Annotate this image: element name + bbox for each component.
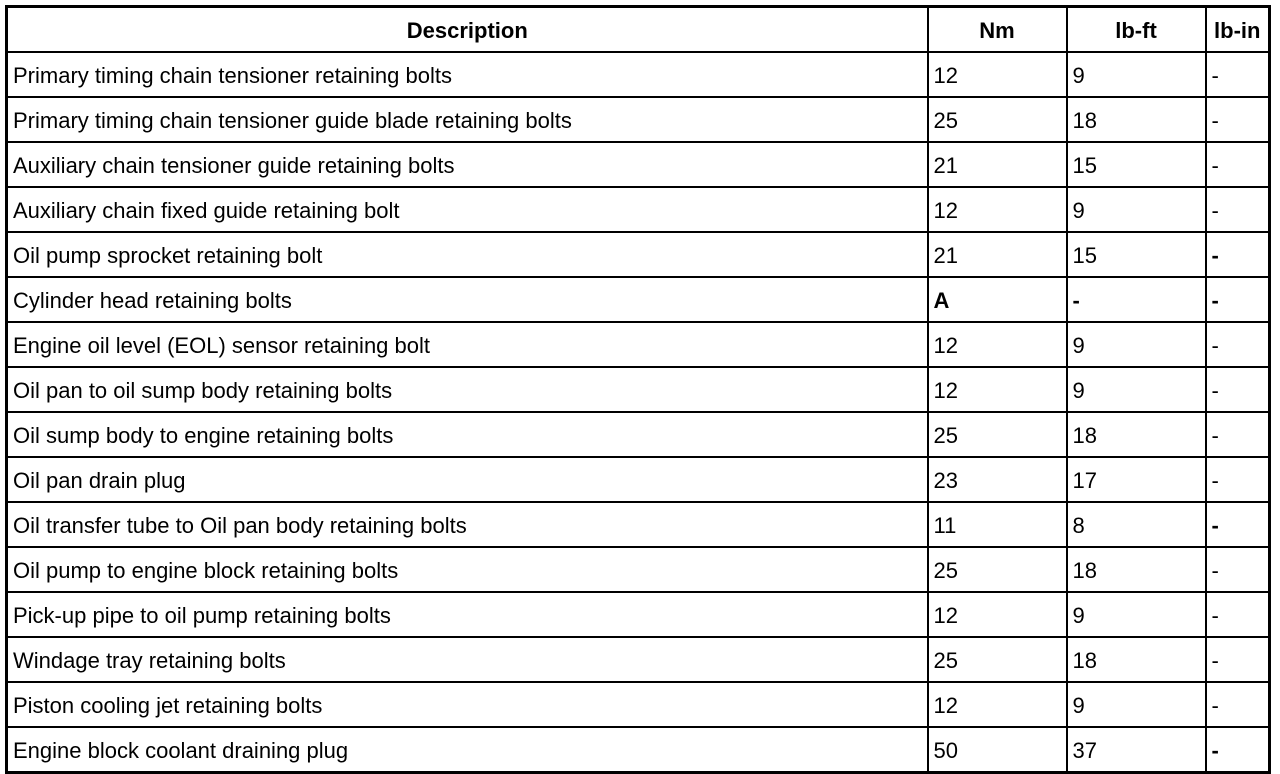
lb-ft-cell: 18 — [1067, 412, 1206, 457]
description-cell: Pick-up pipe to oil pump retaining bolts — [7, 592, 928, 637]
lb-ft-cell: 18 — [1067, 97, 1206, 142]
header-lb-ft: lb-ft — [1067, 7, 1206, 53]
description-cell: Piston cooling jet retaining bolts — [7, 682, 928, 727]
torque-specifications-table — [5, 5, 1271, 774]
lb-in-cell: - — [1206, 97, 1270, 142]
description-cell: Cylinder head retaining bolts — [7, 277, 928, 322]
description-cell: Engine oil level (EOL) sensor retaining bolt — [7, 322, 928, 367]
table-row — [7, 187, 1270, 232]
description-cell: Oil pump to engine block retaining bolts — [7, 547, 928, 592]
description-cell: Primary timing chain tensioner retaining bolts — [7, 52, 928, 97]
nm-cell: 12 — [928, 322, 1067, 367]
table-row — [7, 592, 1270, 637]
description-cell: Windage tray retaining bolts — [7, 637, 928, 682]
lb-ft-cell: 18 — [1067, 637, 1206, 682]
table-row — [7, 367, 1270, 412]
nm-cell: 23 — [928, 457, 1067, 502]
table-row — [7, 637, 1270, 682]
table-row — [7, 412, 1270, 457]
nm-cell: A — [928, 277, 1067, 322]
nm-cell: 12 — [928, 52, 1067, 97]
description-cell: Primary timing chain tensioner guide blade retaining bolts — [7, 97, 928, 142]
lb-ft-cell: 9 — [1067, 682, 1206, 727]
lb-ft-cell: 37 — [1067, 727, 1206, 773]
lb-in-cell: - — [1206, 547, 1270, 592]
nm-cell: 12 — [928, 592, 1067, 637]
lb-ft-cell: 9 — [1067, 52, 1206, 97]
description-cell: Oil transfer tube to Oil pan body retaining bolts — [7, 502, 928, 547]
lb-ft-cell: - — [1067, 277, 1206, 322]
description-cell: Oil pan drain plug — [7, 457, 928, 502]
description-cell: Oil sump body to engine retaining bolts — [7, 412, 928, 457]
table-row — [7, 97, 1270, 142]
header-row — [7, 7, 1270, 53]
lb-in-cell: - — [1206, 457, 1270, 502]
table-row — [7, 277, 1270, 322]
lb-in-cell: - — [1206, 412, 1270, 457]
lb-in-cell: - — [1206, 637, 1270, 682]
lb-ft-cell: 18 — [1067, 547, 1206, 592]
nm-cell: 12 — [928, 367, 1067, 412]
lb-in-cell: - — [1206, 187, 1270, 232]
lb-in-cell: - — [1206, 277, 1270, 322]
table-row — [7, 322, 1270, 367]
lb-ft-cell: 15 — [1067, 232, 1206, 277]
header-description: Description — [7, 7, 928, 53]
nm-cell: 21 — [928, 232, 1067, 277]
description-cell: Auxiliary chain tensioner guide retaining bolts — [7, 142, 928, 187]
table-row — [7, 547, 1270, 592]
table-row — [7, 457, 1270, 502]
description-cell: Oil pump sprocket retaining bolt — [7, 232, 928, 277]
nm-cell: 12 — [928, 187, 1067, 232]
table-header — [7, 7, 1270, 53]
nm-cell: 25 — [928, 547, 1067, 592]
lb-in-cell: - — [1206, 592, 1270, 637]
lb-in-cell: - — [1206, 232, 1270, 277]
table-row — [7, 52, 1270, 97]
lb-ft-cell: 9 — [1067, 322, 1206, 367]
description-cell: Engine block coolant draining plug — [7, 727, 928, 773]
lb-in-cell: - — [1206, 52, 1270, 97]
table-row — [7, 682, 1270, 727]
lb-in-cell: - — [1206, 682, 1270, 727]
nm-cell: 25 — [928, 637, 1067, 682]
lb-ft-cell: 17 — [1067, 457, 1206, 502]
lb-ft-cell: 9 — [1067, 187, 1206, 232]
nm-cell: 11 — [928, 502, 1067, 547]
header-lb-in: lb-in — [1206, 7, 1270, 53]
lb-in-cell: - — [1206, 367, 1270, 412]
nm-cell: 50 — [928, 727, 1067, 773]
description-cell: Auxiliary chain fixed guide retaining bolt — [7, 187, 928, 232]
nm-cell: 21 — [928, 142, 1067, 187]
lb-ft-cell: 8 — [1067, 502, 1206, 547]
table-row — [7, 232, 1270, 277]
nm-cell: 25 — [928, 97, 1067, 142]
table-row — [7, 142, 1270, 187]
lb-ft-cell: 9 — [1067, 367, 1206, 412]
description-cell: Oil pan to oil sump body retaining bolts — [7, 367, 928, 412]
lb-in-cell: - — [1206, 322, 1270, 367]
nm-cell: 12 — [928, 682, 1067, 727]
table-row — [7, 502, 1270, 547]
lb-ft-cell: 9 — [1067, 592, 1206, 637]
nm-cell: 25 — [928, 412, 1067, 457]
lb-ft-cell: 15 — [1067, 142, 1206, 187]
header-nm: Nm — [928, 7, 1067, 53]
lb-in-cell: - — [1206, 502, 1270, 547]
lb-in-cell: - — [1206, 727, 1270, 773]
lb-in-cell: - — [1206, 142, 1270, 187]
table-body — [7, 52, 1270, 773]
